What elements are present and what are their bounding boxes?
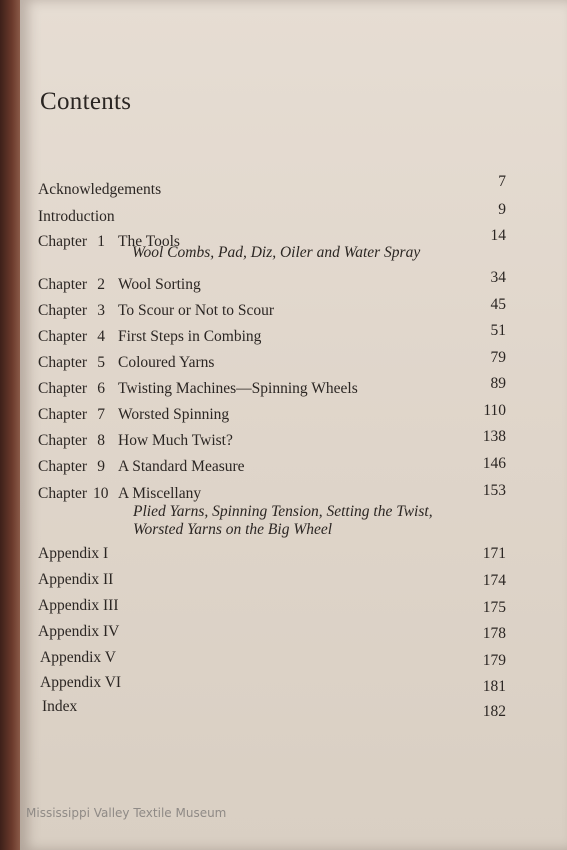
toc-entry-label: Appendix V	[40, 649, 116, 666]
chapter-number: 3	[97, 302, 105, 319]
toc-entry-label: Appendix I	[38, 545, 109, 562]
chapter-number: 7	[97, 406, 105, 423]
toc-entry-page: 175	[482, 599, 506, 616]
chapter-label: Chapter	[38, 328, 88, 345]
toc-entry-page: 181	[482, 678, 506, 695]
toc-entry-page: 9	[498, 201, 506, 218]
chapter-label: Chapter	[38, 302, 88, 319]
toc-entry-label: Appendix VI	[40, 674, 122, 691]
toc-entry-page: 89	[490, 375, 506, 392]
chapter-subtitle: Wool Combs, Pad, Diz, Oiler and Water Spray	[132, 244, 421, 261]
chapter-number: 4	[97, 328, 105, 345]
toc-entry-appendix-3	[0, 597, 567, 623]
chapter-label: Chapter	[38, 276, 88, 293]
chapter-number: 5	[97, 354, 105, 371]
toc-entry-introduction	[0, 201, 567, 234]
toc-entry-page: 182	[482, 703, 506, 720]
toc-entry-chapter-4	[0, 322, 567, 354]
chapter-label: Chapter	[38, 380, 88, 397]
chapter-label: Chapter	[38, 432, 88, 449]
page-title: Contents	[40, 88, 132, 115]
chapter-title: The Tools	[118, 233, 180, 250]
chapter-label: Chapter	[38, 233, 88, 250]
chapter-label: Chapter	[38, 458, 88, 475]
chapter-title: First Steps in Combing	[118, 328, 262, 345]
toc-entry-appendix-5	[0, 649, 567, 675]
toc-entry-page: 153	[482, 482, 506, 499]
toc-entry-chapter-6	[0, 375, 567, 406]
toc-entry-chapter-2	[0, 269, 567, 302]
museum-watermark: Mississippi Valley Textile Museum	[26, 806, 227, 820]
chapter-title: How Much Twist?	[118, 432, 233, 449]
toc-entry-appendix-2	[0, 571, 567, 597]
toc-entry-label: Introduction	[38, 208, 115, 225]
toc-entry-page: 14	[490, 227, 506, 244]
toc-entry-label: Appendix III	[38, 597, 119, 614]
chapter-number: 2	[97, 276, 105, 293]
toc-entry-label: Index	[42, 698, 78, 715]
chapter-number: 10	[93, 485, 109, 502]
chapter-label: Chapter	[38, 354, 88, 371]
chapter-title: To Scour or Not to Scour	[118, 302, 275, 319]
toc-entry-label: Appendix IV	[38, 623, 120, 640]
toc-entry-page: 171	[482, 545, 506, 562]
toc-entry-appendix-1	[0, 545, 567, 571]
chapter-title: Coloured Yarns	[118, 354, 215, 371]
chapter-number: 8	[97, 432, 105, 449]
chapter-subtitle-line-1: Plied Yarns, Spinning Tension, Setting the Twist,	[133, 503, 433, 520]
toc-entry-chapter-9	[0, 455, 567, 484]
toc-entry-page: 146	[482, 455, 506, 472]
chapter-title: A Miscellany	[118, 485, 202, 502]
chapter-title: A Standard Measure	[118, 458, 245, 475]
toc-entry-appendix-4	[0, 623, 567, 649]
chapter-number: 9	[97, 458, 105, 475]
toc-entry-page: 79	[490, 349, 506, 366]
toc-entry-page: 138	[482, 428, 506, 445]
toc-entry-index	[0, 698, 567, 724]
toc-entry-page: 7	[498, 173, 506, 190]
toc-entry-acknowledgements	[0, 173, 567, 207]
toc-entry-chapter-3	[0, 296, 567, 328]
toc-entry-page: 179	[482, 652, 506, 669]
toc-entry-appendix-6	[0, 674, 567, 700]
toc-entry-page: 110	[483, 402, 506, 419]
toc-entry-label: Appendix II	[38, 571, 114, 588]
toc-entry-page: 174	[482, 572, 506, 589]
chapter-number: 1	[97, 233, 105, 250]
toc-entry-chapter-5	[0, 349, 567, 380]
chapter-subtitle-line-2: Worsted Yarns on the Big Wheel	[133, 521, 333, 538]
chapter-title: Wool Sorting	[118, 276, 201, 293]
toc-entry-label: Acknowledgements	[38, 181, 162, 198]
toc-entry-page: 178	[482, 625, 506, 642]
toc-entry-page: 45	[490, 296, 506, 313]
chapter-label: Chapter	[38, 406, 88, 423]
chapter-number: 6	[97, 380, 105, 397]
chapter-title: Worsted Spinning	[118, 406, 230, 423]
chapter-title: Twisting Machines—Spinning Wheels	[118, 380, 358, 397]
toc-entry-page: 34	[490, 269, 506, 286]
toc-entry-page: 51	[490, 322, 506, 339]
chapter-label: Chapter	[38, 485, 88, 502]
